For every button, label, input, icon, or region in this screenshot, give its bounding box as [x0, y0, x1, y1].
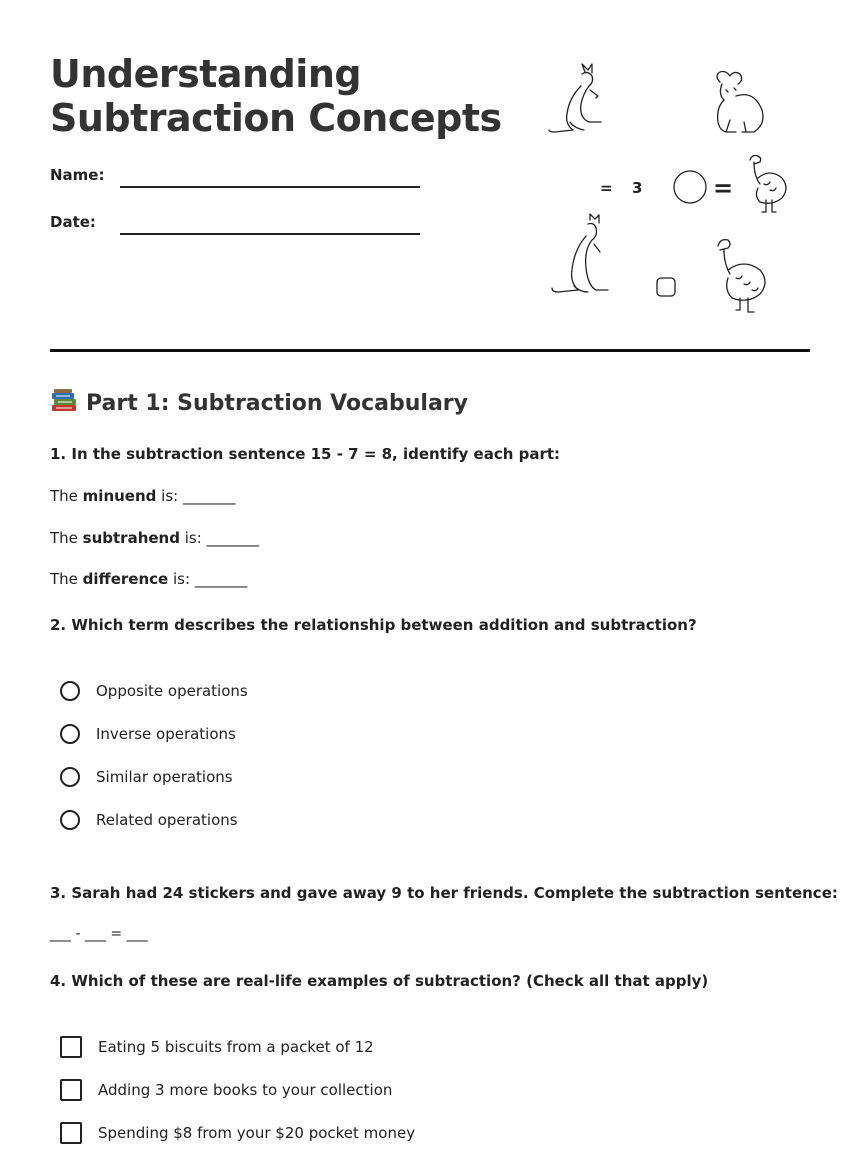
header-divider — [50, 349, 810, 352]
radio-button[interactable] — [60, 724, 80, 744]
section-title-text: Part 1: Subtraction Vocabulary — [86, 391, 468, 416]
option-adding-books[interactable] — [60, 1079, 392, 1101]
term-subtrahend: subtrahend — [82, 529, 180, 547]
art-equals-2: = — [713, 174, 734, 202]
option-eating-biscuits[interactable] — [60, 1036, 374, 1058]
option-related-operations[interactable] — [60, 810, 238, 830]
name-label: Name: — [50, 166, 105, 184]
emu-icon — [750, 156, 786, 213]
title-line-2: Subtraction Concepts — [50, 96, 502, 140]
radio-button[interactable] — [60, 681, 80, 701]
question-1: 1. In the subtraction sentence 15 - 7 = 8, identify each part: — [50, 445, 561, 463]
option-label: Opposite operations — [96, 682, 248, 700]
row-prefix: The — [50, 570, 83, 588]
row-prefix: The — [50, 529, 83, 547]
books-icon — [50, 388, 78, 414]
row-blank: is: _______ — [156, 487, 236, 505]
option-label: Related operations — [96, 811, 238, 829]
option-label: Similar operations — [96, 768, 233, 786]
checkbox[interactable] — [60, 1036, 82, 1058]
art-blank-square — [657, 278, 675, 296]
title-line-1: Understanding — [50, 52, 362, 96]
option-label: Adding 3 more books to your collection — [98, 1081, 393, 1099]
term-minuend: minuend — [82, 487, 157, 505]
question-2: 2. Which term describes the relationship between addition and subtraction? — [50, 616, 697, 634]
term-difference: difference — [82, 570, 169, 588]
checkbox[interactable] — [60, 1122, 82, 1144]
radio-button[interactable] — [60, 767, 80, 787]
option-inverse-operations[interactable] — [60, 724, 236, 744]
art-equals-1: = — [600, 179, 613, 197]
emu-icon — [718, 240, 765, 312]
option-opposite-operations[interactable] — [60, 681, 248, 701]
question-3: 3. Sarah had 24 stickers and gave away 9 to her friends. Complete the subtraction sentence: — [50, 884, 838, 902]
option-label: Inverse operations — [96, 725, 236, 743]
date-line[interactable] — [120, 233, 420, 235]
checkbox[interactable] — [60, 1079, 82, 1101]
answer-row-minuend[interactable] — [50, 487, 235, 505]
koala-icon — [717, 72, 763, 133]
option-label: Eating 5 biscuits from a packet of 12 — [98, 1038, 374, 1056]
kangaroo-icon — [552, 214, 608, 292]
row-blank: is: _______ — [179, 529, 260, 547]
name-line[interactable] — [120, 186, 420, 188]
question-4: 4. Which of these are real-life examples of subtraction? (Check all that apply) — [50, 972, 709, 990]
date-label: Date: — [50, 213, 96, 231]
worksheet-title — [50, 52, 502, 140]
art-blank-circle — [674, 171, 706, 203]
option-label: Spending $8 from your $20 pocket money — [98, 1124, 416, 1142]
section-title-part-1 — [50, 388, 468, 416]
radio-button[interactable] — [60, 810, 80, 830]
art-number: 3 — [632, 179, 643, 197]
answer-row-difference[interactable] — [50, 570, 247, 588]
header-illustration — [530, 60, 830, 330]
option-spending-money[interactable] — [60, 1122, 415, 1144]
subtraction-sentence-blank[interactable]: ___ - ___ = ___ — [50, 926, 148, 942]
option-similar-operations[interactable] — [60, 767, 233, 787]
row-blank: is: _______ — [168, 570, 248, 588]
row-prefix: The — [50, 487, 83, 505]
kangaroo-icon — [549, 64, 601, 132]
answer-row-subtrahend[interactable] — [50, 529, 259, 547]
